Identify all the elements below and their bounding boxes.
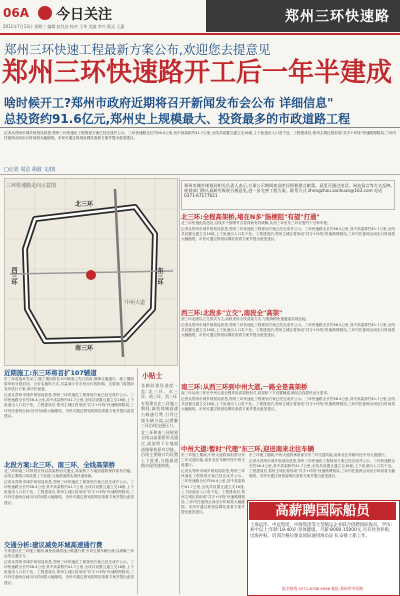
info-box	[181, 180, 395, 210]
article-byline: □记者 周洁 胡波 文/图	[4, 167, 56, 173]
newspaper-logo-icon	[38, 6, 52, 20]
section-text-zhongzhou-para: 东三环施工期间,中州大道将承担部分东三环交通功能,南来北往车辆可经中州大道通行。	[181, 453, 245, 468]
section-name: 今日关注	[56, 7, 112, 23]
section-text-zhongzhou	[181, 453, 245, 593]
article-subheadline-2: 总投资约91.6亿元,郑州史上规模最大、投资最多的市政道路工程	[4, 112, 351, 126]
section-head-east: 近期施工:东三环将首扩107辅道	[4, 369, 97, 377]
section-text-west-para2: 记者从郑州市城乡规划局获悉,郑州三环快速化工程规划方案已经完成并公示。三环快速路全长约56.4公里,其中高架桥约41.7公里,全线共设置互通立交16座,上下匝道出入口若干处。工程建成后,郑州主城区将形成"井字+环线"快速路网格局,三环内任意两点间出行时间将大幅缩短。市民可通过规划局网站查看方案并提出意见建议。	[181, 323, 395, 338]
section-text-plan-para2: 记者从郑州市城乡规划局获悉,郑州三环快速化工程规划方案已经完成并公示。三环快速路全长约56.4公里,其中高架桥约41.7公里,全线共设置互通立交16座,上下匝道出入口若干处。工程建成后,郑州主城区将形成"井字+环线"快速路网格局,三环内任意两点间出行时间将大幅缩短。市民可通过规划局网站查看方案并提出意见建议。	[4, 480, 134, 505]
section-text-east	[4, 377, 134, 457]
headline-rule	[0, 127, 400, 128]
map-label-zhongzhou: 中州大道	[125, 300, 146, 306]
section-text-plan-para: 北三环和南三环规划全线以高架桥形式通过,高架桥下方地面道路保持原有功能。沿线主要路口均设置上下匝道,与地面道路实现快速转换。	[4, 469, 134, 479]
section-text-traffic-para: 专家建议在三环施工期间,减免绕城高速公路通行费,引导过境车辆分流,以缓解三环沿线交通压力。	[4, 549, 134, 559]
masthead-rule	[0, 33, 400, 35]
section-text-west-para: 西三环北段以立交形式为主,南段采用全线高架方式,与陇海路快速通道实现连接。	[181, 317, 310, 321]
topic-banner	[206, 0, 400, 32]
section-text-west	[181, 317, 395, 377]
recruitment-ad-footer: 报名热线 0371-6788 6988 地址:郑州市中原路	[282, 586, 363, 591]
section-head-traffic: 交通分析:建议减免环城高速通行费	[4, 541, 103, 549]
section-head-zhongzhou: 中州大道:暂时"代理"东三环,迎送南来北往车辆	[181, 445, 315, 453]
section-head-plan: 北段方案:北三环、南三环、全线高架桥	[4, 461, 116, 469]
recruitment-ad-title: 高薪聘国际船员	[249, 502, 396, 520]
section-head-south: 南三环:从西三环到中州大道,一路全是高架桥	[181, 383, 308, 391]
section-text-north-para: 北三环快速化改造后,沿线多个拥堵节点将得到有效缓解,从西三环至东三环仅需约十分钟车程。	[181, 221, 331, 225]
topic-banner-label: 郑州三环快速路	[285, 9, 390, 25]
section-text-traffic	[4, 549, 134, 594]
article-headline: 郑州三环快速路开工后一年半建成	[2, 58, 393, 88]
section-text-east-para: 东三环改造率先动工,施工期间将在107辅道上先行拓宽,保障交通通行。施工期间将采取分段封闭、分步实施的方式,尽量减少对市民出行的影响。交管部门将提前发布绕行方案,请市民留意。	[4, 377, 134, 392]
ring-road-map	[4, 178, 178, 366]
recruitment-ad-body: 上海远洋、中远集团、中海集团等大型航运企业联合招聘国际海员。学历:初中以上;年龄:18-40岁;身体健康。月薪:8000-15000元,另有伙食补贴、出海补贴。培训合格后颁发国际通用海员证书,安排上船工作。	[250, 523, 394, 539]
map-label-west: 西三环	[10, 267, 17, 285]
article-kicker: 郑州三环快速工程最新方案公布,欢迎您去提意见	[4, 42, 271, 57]
section-text-north-para2: 记者从郑州市城乡规划局获悉,郑州三环快速化工程规划方案已经完成并公示。三环快速路全长约56.4公里,其中高架桥约41.7公里,全线共设置互通立交16座,上下匝道出入口若干处。工程建成后,郑州主城区将形成"井字+环线"快速路网格局,三环内任意两点间出行时间将大幅缩短。市民可通过规划局网站查看方案并提出意见建议。	[181, 227, 395, 242]
section-text-south-para: 南三环从西三环至中州大道全程采用高架桥形式,高架桥下方设置辅道,满足沿线居民出行需求。	[181, 391, 331, 395]
map-caption: 三环快速路走向示意图	[6, 183, 57, 189]
map-label-east: 东三环	[156, 267, 163, 285]
section-text-south	[181, 391, 395, 439]
section-text-zhongzhou-col2-para: 东三环施工期间,中州大道将承担部分东三环交通功能,南来北往车辆可经中州大道通行。	[249, 453, 388, 457]
sidebar-text	[141, 383, 178, 593]
section-text-traffic-para2: 记者从郑州市城乡规划局获悉,郑州三环快速化工程规划方案已经完成并公示。三环快速路全长约56.4公里,其中高架桥约41.7公里,全线共设置互通立交16座,上下匝道出入口若干处。工程建成后,郑州主城区将形成"井字+环线"快速路网格局,三环内任意两点间出行时间将大幅缩短。市民可通过规划局网站查看方案并提出意见建议。	[4, 560, 134, 585]
sidebar-text-para2: 专家建议在三环施工期间,减免绕城高速公路通行费,引导过境车辆分流,以缓解三环沿线交通压力。	[141, 400, 178, 429]
masthead-meta: 2011年7月13日 星期三 编辑 赵其昌 校对 王华 美编 李兴 版式 王惠	[3, 24, 125, 29]
section-head-north: 北三环:全程高架桥,堵在N多"肠梗阻"有望"打通"	[181, 213, 320, 221]
info-box-text: 郑州市城乡规划局相关负责人表示,方案公示期间欢迎市民积极建言献策。意见可通过电话、网站留言等方式反映,规划部门将认真研究吸收合理意见,进一步完善工程方案。联系方式 zhengzhou.sanhuan@163.com 电话 0371-67177621	[184, 183, 392, 199]
column-divider-1	[137, 368, 138, 594]
section-text-north	[181, 221, 395, 305]
column-divider-2	[179, 178, 180, 594]
section-text-zhongzhou-para2: 记者从郑州市城乡规划局获悉,郑州三环快速化工程规划方案已经完成并公示。三环快速路全长约56.4公里,其中高架桥约41.7公里,全线共设置互通立交16座,上下匝道出入口若干处。工程建成后,郑州主城区将形成"井字+环线"快速路网格局,三环内任意两点间出行时间将大幅缩短。市民可通过规划局网站查看方案并提出意见建议。	[181, 469, 245, 515]
sidebar-title: 小贴士	[142, 372, 163, 380]
sidebar-text-para: 各路段建设进度一览:北三环、东三环、南三环、西三环	[141, 383, 178, 400]
article-subheadline-1: 啥时候开工?郑州市政府近期将召开新闻发布会公布 详细信息"	[4, 96, 334, 110]
masthead	[0, 0, 400, 36]
section-text-zhongzhou-col2-para2: 记者从郑州市城乡规划局获悉,郑州三环快速化工程规划方案已经完成并公示。三环快速路全长约56.4公里,其中高架桥约41.7公里,全线共设置互通立交16座,上下匝道出入口若干处。工程建成后,郑州主城区将形成"井字+环线"快速路网格局,三环内任意两点间出行时间将大幅缩短。市民可通过规划局网站查看方案并提出意见建议。	[249, 459, 395, 479]
map-label-south: 南三环	[75, 345, 94, 352]
section-text-east-para2: 记者从郑州市城乡规划局获悉,郑州三环快速化工程规划方案已经完成并公示。三环快速路全长约56.4公里,其中高架桥约41.7公里,全线共设置互通立交16座,上下匝道出入口若干处。工程建成后,郑州主城区将形成"井字+环线"快速路网格局,三环内任意两点间出行时间将大幅缩短。市民可通过规划局网站查看方案并提出意见建议。	[4, 393, 134, 418]
city-center-marker-icon	[86, 270, 96, 280]
page-number: 06A	[3, 6, 29, 20]
section-text-plan	[4, 469, 134, 537]
map-label-north: 北三环	[75, 201, 94, 208]
article-lead: 记者从郑州市城乡规划局获悉,郑州三环快速化工程规划方案已经完成并公示。三环快速路全长约56.4公里,其中高架桥约41.7公里,全线共设置互通立交16座,上下匝道出入口若干处。工程建成后,郑州主城区将形成"井字+环线"快速路网格局,三环内任意两点间出行时间将大幅缩短。市民可通过规划局网站查看方案并提出意见建议。	[4, 131, 396, 141]
section-text-zhongzhou-col2	[249, 453, 395, 497]
sidebar-text-para3: 北三环和南三环规划全线以高架桥形式通过,高架桥下方地面道路保持原有功能。沿线主要路口均设置上下匝道,与地面道路实现快速转换。	[141, 429, 178, 469]
section-text-south-para2: 记者从郑州市城乡规划局获悉,郑州三环快速化工程规划方案已经完成并公示。三环快速路全长约56.4公里,其中高架桥约41.7公里,全线共设置互通立交16座,上下匝道出入口若干处。工程建成后,郑州主城区将形成"井字+环线"快速路网格局,三环内任意两点间出行时间将大幅缩短。市民可通过规划局网站查看方案并提出意见建议。	[181, 397, 395, 412]
section-head-west: 西三环:北段多"立交",南段全"高架"	[181, 309, 283, 317]
lead-rule	[0, 174, 400, 175]
